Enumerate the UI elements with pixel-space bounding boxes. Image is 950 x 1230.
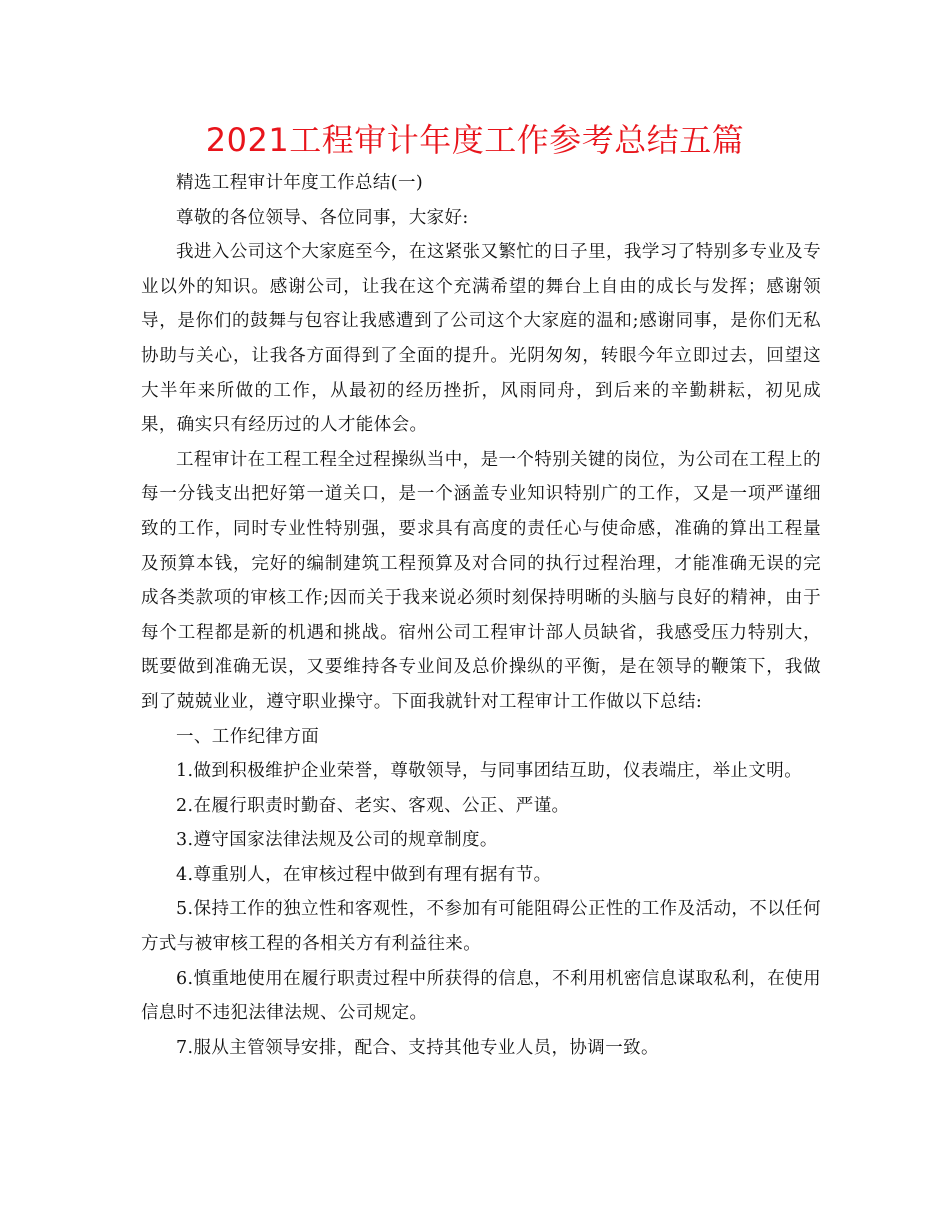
list-item: 5.保持工作的独立性和客观性，不参加有可能阻碍公正性的工作及活动，不以任何方式与被审核工程的各相关方有利益往来。 — [141, 899, 821, 955]
document-body — [141, 166, 821, 1065]
list-item: 1.做到积极维护企业荣誉，尊敬领导，与同事团结互助，仪表端庄，举止文明。 — [176, 761, 803, 782]
list-item: 7.服从主管领导安排，配合、支持其他专业人员，协调一致。 — [176, 1037, 659, 1058]
list-item: 2.在履行职责时勤奋、老实、客观、公正、严谨。 — [176, 795, 570, 816]
list-item: 3.遵守国家法律法规及公司的规章制度。 — [176, 830, 498, 851]
document-title: 2021工程审计年度工作参考总结五篇 — [205, 121, 745, 159]
greeting: 尊敬的各位领导、各位同事，大家好: — [176, 207, 469, 228]
paragraph: 我进入公司这个大家庭至今，在这紧张又繁忙的日子里，我学习了特别多专业及专业以外的知识。感谢公司，让我在这个充满希望的舞台上自由的成长与发挥；感谢领导，是你们的鼓舞与包容让我感遭到了公司这个大家庭的温和;感谢同事，是你们无私协助与关心，让我各方面得到了全面的提升。光阴匆匆，转眼今年立即过去，回望这大半年来所做的工作，从最初的经历挫折，风雨同舟，到后来的辛勤耕耘，初见成果，确实只有经历过的人才能体会。 — [141, 242, 821, 436]
subsection-heading: 一、工作纪律方面 — [176, 726, 320, 747]
list-item: 6.慎重地使用在履行职责过程中所获得的信息，不利用机密信息谋取私利，在使用信息时不违犯法律法规、公司规定。 — [141, 968, 821, 1024]
list-item: 4.尊重别人，在审核过程中做到有理有据有节。 — [176, 864, 552, 885]
paragraph: 工程审计在工程工程全过程操纵当中，是一个特别关键的岗位，为公司在工程上的每一分钱支出把好第一道关口，是一个涵盖专业知识特别广的工作，又是一项严谨细致的工作，同时专业性特别强，要求具有高度的责任心与使命感，准确的算出工程量及预算本钱，完好的编制建筑工程预算及对合同的执行过程治理，才能准确无误的完成各类款项的审核工作;因而关于我来说必须时刻保持明晰的头脑与良好的精神，由于每个工程都是新的机遇和挑战。宿州公司工程审计部人员缺省，我感受压力特别大，既要做到准确无误，又要维持各专业间及总价操纵的平衡，是在领导的鞭策下，我做到了兢兢业业，遵守职业操守。下面我就针对工程审计工作做以下总结: — [141, 449, 821, 712]
section-heading: 精选工程审计年度工作总结(一) — [176, 173, 424, 193]
